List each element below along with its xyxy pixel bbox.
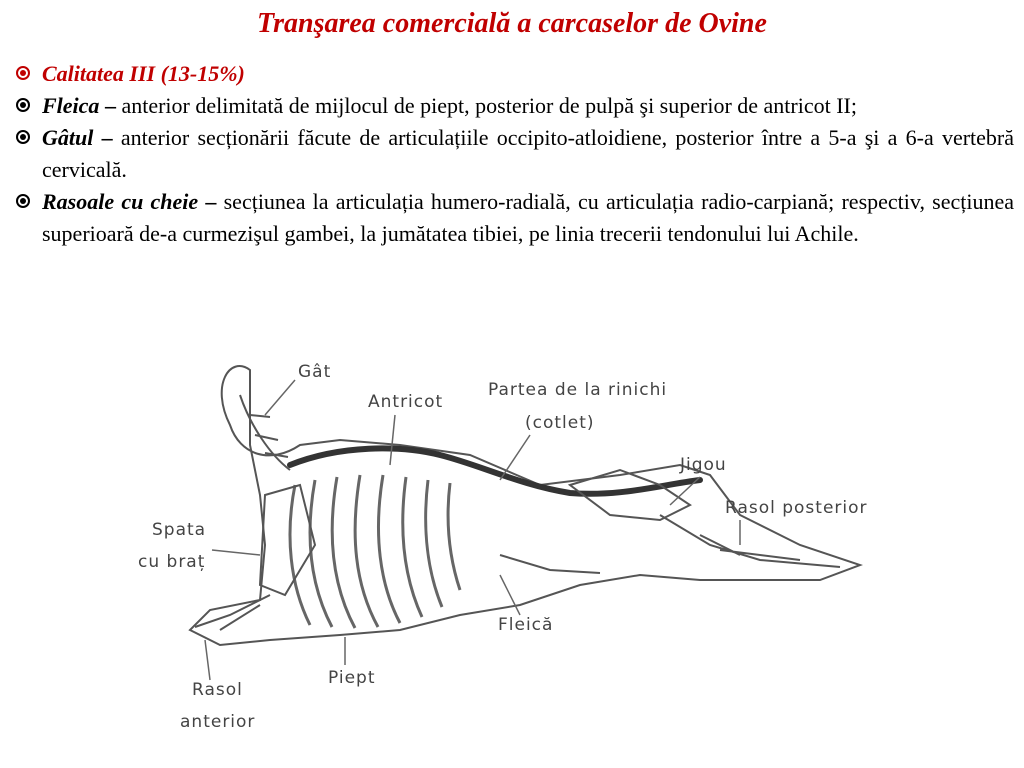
- label-rasol: Rasol: [192, 680, 243, 700]
- circle-bullet-icon: [16, 130, 30, 144]
- term-dash: –: [93, 125, 113, 150]
- carcass-diagram: [100, 345, 900, 765]
- section-heading-item: [12, 58, 1014, 90]
- neck-vertebrae: [240, 395, 290, 470]
- term-dash: –: [99, 93, 116, 118]
- label-anterior: anterior: [180, 712, 256, 732]
- slide-title: Tranşarea comercială a carcaselor de Ovine: [257, 8, 767, 39]
- label-piept: Piept: [328, 668, 376, 688]
- label-spata: Spata: [152, 520, 207, 540]
- hind-leg: [660, 515, 840, 567]
- label-cotlet: (cotlet): [525, 413, 595, 433]
- label-cu-brat: cu braț: [138, 552, 206, 572]
- flank-line: [500, 555, 600, 573]
- list-item-fleica: [12, 90, 1014, 122]
- term-gatul: Gâtul: [42, 125, 94, 150]
- section-heading: Calitatea III (13-15%): [42, 61, 245, 86]
- list-item-rasoale: [12, 186, 1014, 250]
- label-pointers: [205, 380, 740, 680]
- ribs: [290, 475, 460, 628]
- shoulder-blade: [260, 485, 315, 595]
- term-dash: –: [198, 189, 217, 214]
- label-rasol-posterior: Rasol posterior: [725, 498, 868, 518]
- term-fleica: Fleica: [42, 93, 100, 118]
- term-rasoale: Rasoale cu cheie: [42, 189, 199, 214]
- description-rasoale: secțiunea la articulația humero-radială, cu articulația radio-carpiană; respectiv, secțiunea superioară de-a curmezişul gambei, la jumătatea tibiei, pe linia trecerii tendonului lui Achile.: [42, 189, 1015, 246]
- circle-bullet-icon: [16, 66, 30, 80]
- label-gat: Gât: [298, 362, 332, 382]
- label-fleica: Fleică: [498, 615, 554, 635]
- description-fleica: anterior delimitată de mijlocul de piept, posterior de pulpă şi superior de antricot II;: [115, 93, 857, 118]
- label-jigou: Jigou: [680, 455, 727, 475]
- circle-bullet-icon: [16, 194, 30, 208]
- label-antricot: Antricot: [368, 392, 444, 412]
- bullet-list: [12, 58, 1014, 250]
- list-item-gatul: [12, 122, 1014, 186]
- label-partea-rinichi: Partea de la rinichi: [488, 380, 668, 400]
- sheep-skeleton-illustration: [100, 345, 900, 765]
- description-gatul: anterior secționării făcute de articulațiile occipito-atloidiene, posterior între a 5-a şi a 6-a vertebră cervicală.: [42, 125, 1015, 182]
- circle-bullet-icon: [16, 98, 30, 112]
